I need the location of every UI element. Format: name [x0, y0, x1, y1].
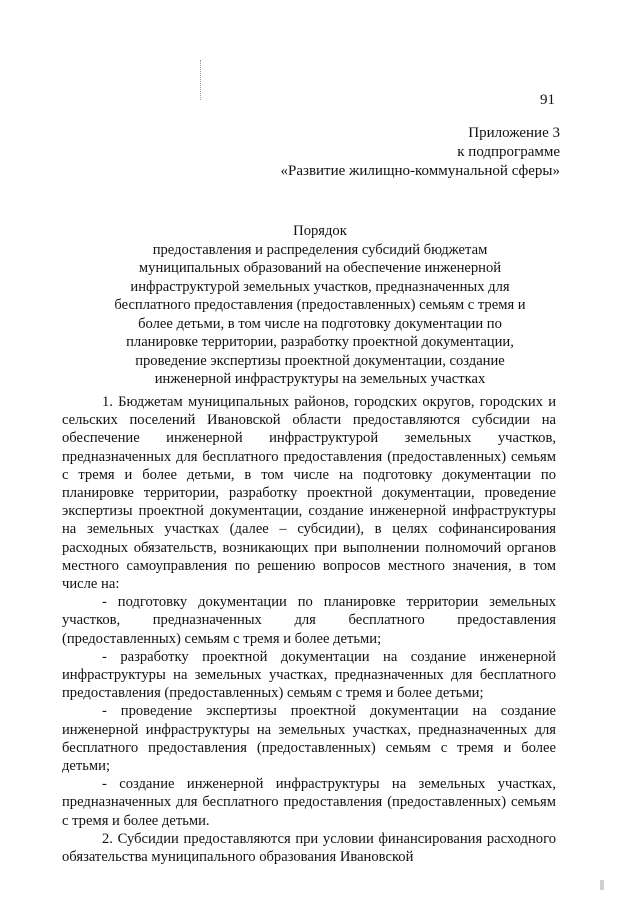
scan-artifact	[600, 880, 604, 890]
appendix-header	[281, 124, 560, 181]
title-line: инфраструктурой земельных участков, предназначенных для	[130, 278, 510, 295]
title-line: предоставления и распределения субсидий бюджетам	[152, 241, 488, 258]
paragraph-2: 2. Субсидии предоставляются при условии финансирования расходного обязательства муниципального образования Ивановской	[62, 830, 556, 866]
list-item: - создание инженерной инфраструктуры на земельных участках, предназначенных для бесплатного предоставления (предоставленных) семьям с тремя и более детьми.	[62, 776, 556, 829]
list-item: - проведение экспертизы проектной документации на создание инженерной инфраструктуры на земельных участках, предназначенных для бесплатного предоставления (предоставленных) семьям с тремя и более детьми;	[62, 703, 556, 775]
list-item: - подготовку документации по планировке территории земельных участков, предназначенных для бесплатного предоставления (предоставленных) семьям с тремя и более детьми;	[62, 594, 556, 647]
title-heading: Порядок	[293, 223, 347, 239]
title-line: муниципальных образований на обеспечение инженерной	[138, 260, 502, 276]
paragraph-1: 1. Бюджетам муниципальных районов, городских округов, городских и сельских поселений Ивановской области предоставляются субсидии на обеспечение инженерной инфраструктурой земельных участков, предназначенных для бесплатного предоставления (предоставленных) семьям с тремя и более детьми, в том числе на подготовку документации по планировке территории, разработку проектной документации, проведение экспертизы проектной документации, создание инженерной инфраструктуры на земельных участках (далее – субсидии), в целях софинансирования расходных обязательств, возникающих при выполнении полномочий органов местного самоуправления по решению вопросов местного значения, в том числе на:	[62, 394, 556, 593]
appendix-line: «Развитие жилищно-коммунальной сферы»	[280, 163, 560, 179]
scan-artifact	[200, 60, 202, 100]
page-number: 91	[540, 92, 555, 108]
title-line: бесплатного предоставления (предоставленных) семьям с тремя и	[114, 297, 526, 313]
title-line: планировке территории, разработку проектной документации,	[126, 334, 514, 350]
list-item: - разработку проектной документации на создание инженерной инфраструктуры на земельных участках, предназначенных для бесплатного предоставления (предоставленных) семьям с тремя и более детьми;	[62, 648, 556, 702]
title-line: более детьми, в том числе на подготовку документации по	[138, 315, 502, 332]
title-line: инженерной инфраструктуры на земельных участках	[154, 371, 486, 387]
document-title	[60, 222, 580, 389]
document-body	[62, 393, 556, 866]
appendix-line: Приложение 3	[468, 125, 560, 141]
title-line: проведение экспертизы проектной документации, создание	[135, 352, 505, 369]
appendix-line: к подпрограмме	[457, 144, 560, 160]
